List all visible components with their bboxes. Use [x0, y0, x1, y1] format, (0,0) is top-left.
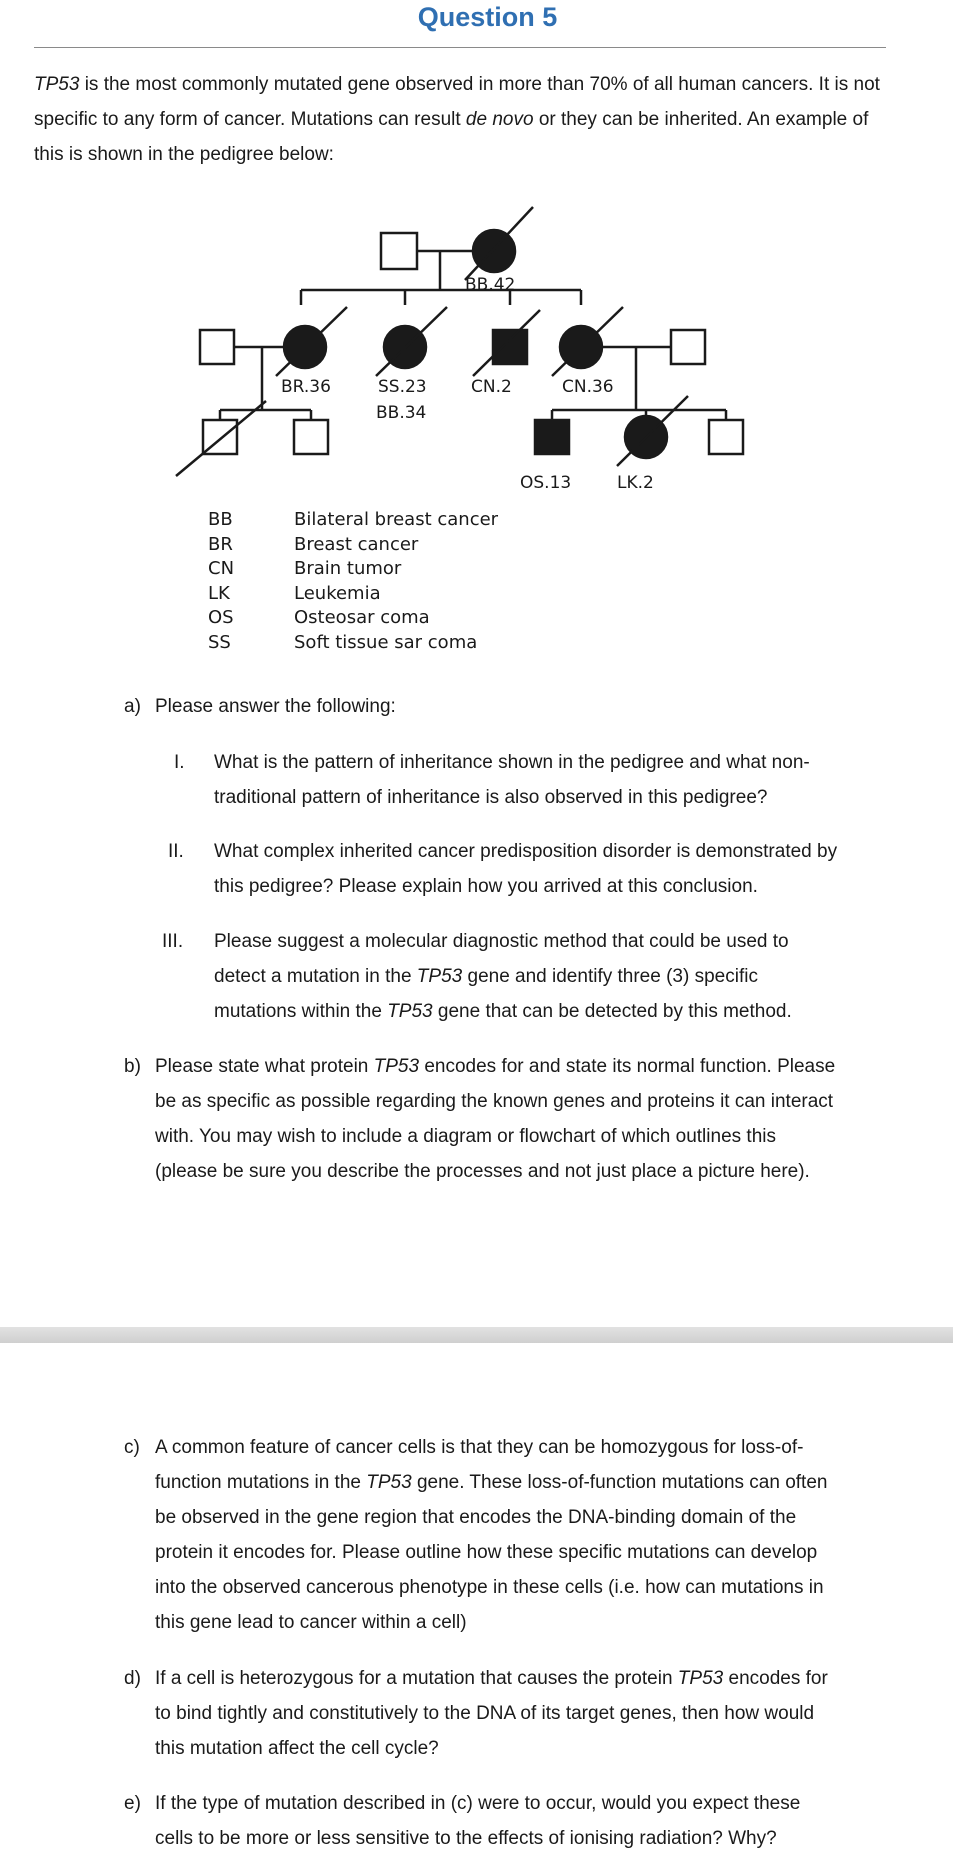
- intro-paragraph: [34, 67, 894, 172]
- label-os13: OS.13: [520, 473, 572, 493]
- question-a-i-line: traditional pattern of inheritance is also observed in this pedigree?: [214, 787, 768, 808]
- pedigree-male-os13: [535, 420, 569, 454]
- label-lk2: LK.2: [617, 473, 654, 493]
- question-d-line: this mutation affect the cell cycle?: [155, 1738, 439, 1759]
- question-c-label: c): [124, 1437, 140, 1458]
- question-a-iii-num: III.: [162, 931, 184, 952]
- question-b-line: with. You may wish to include a diagram or flowchart of which outlines this: [155, 1126, 776, 1147]
- intro-text-1: is the most commonly mutated gene observed in more than 70% of all human cancers. It is not specific to any form of cancer. Mutations can result: [34, 74, 880, 130]
- question-b-line: be as specific as possible regarding the known genes and proteins it can interact: [155, 1091, 834, 1112]
- question-d-line: If a cell is heterozygous for a mutation that causes the protein TP53 encodes for: [155, 1668, 828, 1689]
- label-bb34: BB.34: [376, 403, 427, 423]
- pedigree-legend: [208, 509, 499, 653]
- legend-code: LK: [208, 583, 230, 604]
- question-a-ii-line: What complex inherited cancer predisposition disorder is demonstrated by: [214, 841, 838, 862]
- question-c-line: this gene lead to cancer within a cell): [155, 1612, 467, 1633]
- question-c-line: A common feature of cancer cells is that they can be homozygous for loss-of-: [155, 1437, 804, 1458]
- question-e-label: e): [124, 1793, 141, 1814]
- pedigree-diagram: [0, 195, 953, 655]
- pedigree-male-gen1: [381, 233, 417, 269]
- legend-meaning: Brain tumor: [294, 558, 402, 579]
- question-b-line: Please state what protein TP53 encodes for and state its normal function. Please: [155, 1056, 836, 1077]
- question-b-line: (please be sure you describe the processes and not just place a picture here).: [155, 1161, 810, 1182]
- legend-code: CN: [208, 558, 235, 579]
- legend-meaning: Breast cancer: [294, 534, 419, 555]
- label-bb42: BB.42: [465, 275, 516, 295]
- label-cn2: CN.2: [471, 377, 512, 397]
- page-break: [0, 1327, 953, 1343]
- pedigree-male-spouse-left: [200, 330, 234, 364]
- question-e-line: cells to be more or less sensitive to the effects of ionising radiation? Why?: [155, 1828, 777, 1849]
- question-a-i-line: What is the pattern of inheritance shown in the pedigree and what non-: [214, 752, 810, 773]
- question-c-line: function mutations in the TP53 gene. These loss-of-function mutations can often: [155, 1472, 828, 1493]
- title-divider: [34, 47, 886, 48]
- question-a-iii-line: mutations within the TP53 gene that can be detected by this method.: [214, 1001, 792, 1022]
- question-a-label: a): [124, 696, 141, 717]
- pedigree-male-gen3-right: [709, 420, 743, 454]
- question-c-line: be observed in the gene region that encodes the DNA-binding domain of the: [155, 1507, 797, 1528]
- legend-meaning: Bilateral breast cancer: [294, 509, 499, 530]
- question-a-iii-line: detect a mutation in the TP53 gene and identify three (3) specific: [214, 966, 758, 987]
- question-c-line: into the observed cancerous phenotype in these cells (i.e. how can mutations in: [155, 1577, 824, 1598]
- question-b-label: b): [124, 1056, 141, 1077]
- question-a-ii-line: this pedigree? Please explain how you arrived at this conclusion.: [214, 876, 758, 897]
- question-a-text: Please answer the following:: [155, 696, 396, 717]
- legend-code: OS: [208, 607, 234, 628]
- question-title: Question 5: [417, 2, 558, 32]
- legend-code: SS: [208, 632, 231, 653]
- label-cn36: CN.36: [562, 377, 614, 397]
- question-e-line: If the type of mutation described in (c) were to occur, would you expect these: [155, 1793, 801, 1814]
- intro-text-2: or they can be inherited. An example of this is shown in the pedigree below:: [34, 109, 869, 165]
- pedigree-male-cn2: [493, 330, 527, 364]
- question-c-line: protein it encodes for. Please outline how these specific mutations can develop: [155, 1542, 818, 1563]
- legend-meaning: Soft tissue sar coma: [294, 632, 478, 653]
- label-ss23: SS.23: [378, 377, 427, 397]
- legend-meaning: Leukemia: [294, 583, 381, 604]
- pedigree-male-gen3: [294, 420, 328, 454]
- gene-name: TP53: [34, 74, 80, 95]
- legend-code: BB: [208, 509, 233, 530]
- pedigree-male-spouse-right: [671, 330, 705, 364]
- legend-meaning: Osteosar coma: [294, 607, 430, 628]
- label-br36: BR.36: [281, 377, 331, 397]
- question-a-i-num: I.: [174, 752, 185, 773]
- question-d-label: d): [124, 1668, 141, 1689]
- question-a-iii-line: Please suggest a molecular diagnostic method that could be used to: [214, 931, 789, 952]
- question-a-ii-num: II.: [168, 841, 184, 862]
- de-novo-term: de novo: [465, 109, 534, 130]
- question-d-line: to bind tightly and constitutively to the DNA of its target genes, then how would: [155, 1703, 815, 1724]
- legend-code: BR: [208, 534, 233, 555]
